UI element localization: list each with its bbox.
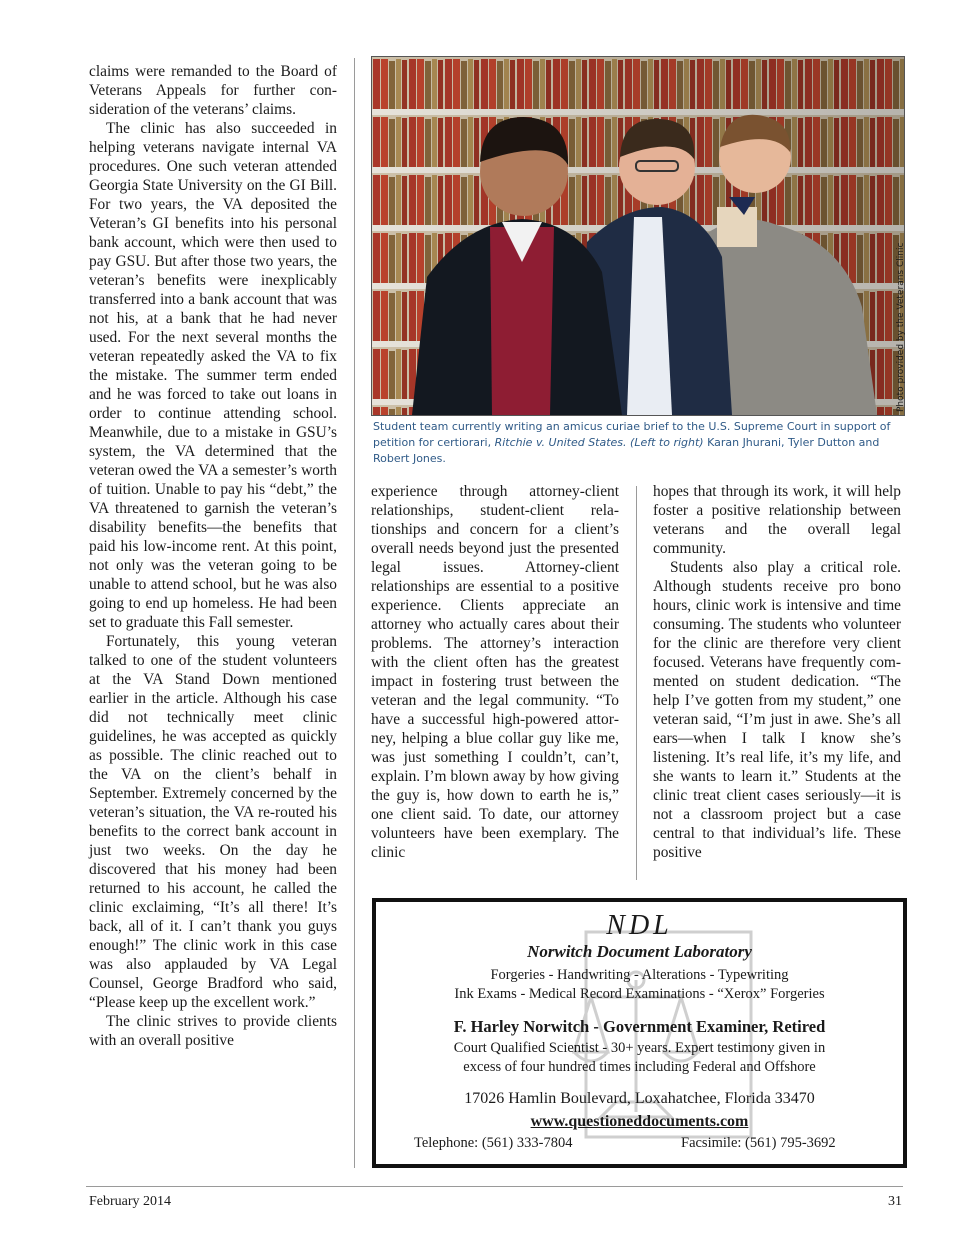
footer-divider [86,1186,903,1187]
photo-caption [373,419,903,467]
ad-services-line: Ink Exams - Medical Record Examinations - “Xerox” Forgeries [454,986,825,1002]
page-number: 31 [888,1194,902,1209]
team-photo [371,56,905,416]
article-paragraph: claims were remanded to the Board of Veterans Appeals for further consideration of the veterans’ claims. [89,63,337,118]
article-column-3 [653,482,901,862]
ad-facsimile: Facsimile: (561) 795-3692 [681,1135,836,1151]
column-divider [636,486,637,880]
article-paragraph: The clinic has also succeeded in helping veterans navigate internal VA procedures. One such veteran attended Georgia State University on the GI Bill. For two years, the VA deposited the Veteran’s GI benefits into his personal bank account, which were then used to pay GSU. But after those two years, the veteran’s benefits were inexplicably transferred into a bank account that was not his, at a bank that he had never used. For the next several months the veteran repeatedly asked the VA to fix the mistake. The summer term ended and he was forced to take out loans in order to continue attending school. Meanwhile, due to a mistake in GSU’s system, the VA determined that the veteran owed the VA a semester’s worth of tuition. Unable to pay his “debt,” the VA threatened to garnish the veteran’s disability benefits—the benefits that paid his low-income rent. At this point, not only was the veteran going to be unable to attend school, but he was also going to end up homeless. He had been set to graduate this Fall semester. [89,120,337,631]
article-paragraph: experience through attorney-client relationships, student-client relationships and concern for a client’s overall needs beyond just the presented legal issues. Attorney-client relationships are essential to a positive experience. Clients appreciate an attorney who actually cares about their problems. The attorney’s interaction with the client often has the greatest impact in fostering trust between the veteran and the legal community. “To have a successful high-powered attorney, helping a blue collar guy like me, was just something I couldn’t, can’t, explain. I’m blown away by how giving the guy is, how down to earth he is,” one client said. To date, our attorney volunteers have been exemplary. The clinic [371,483,619,861]
ad-company-name: Norwitch Document Laboratory [527,942,752,961]
caption-text: Student team currently writing an amicus curiae brief to the U.S. Supreme Court in support of petition for certiorari, [373,420,891,449]
caption-case-name: Ritchie v. United States. (Left to right) [494,436,704,449]
ad-credentials-line: excess of four hundred times including Federal and Offshore [463,1059,816,1075]
issue-date: February 2014 [89,1194,172,1209]
ad-website-link[interactable]: www.questioneddocuments.com [530,1113,749,1130]
article-column-1 [89,62,337,1050]
article-paragraph: Students also play a critical role. Although students receive pro bono hours, clinic work is intensive and time consuming. The students who volunteer for the clinic are therefore very client focused. Veterans have frequently commented on student dedication. “The help I’ve gotten from my student,” one veteran said, “I’m just in awe. She’s all ears—when I talk I know she’s listening. It’s real life, it’s my life, and she wants to learn it.” Students at the clinic treat client cases seriously—it is not a classroom project but a case central to that individual’s life. These positive [653,559,901,861]
caption-names: Karan Jhurani, Tyler Dutton and Robert Jones. [373,436,880,465]
advertisement [372,898,907,1168]
ad-examiner: F. Harley Norwitch - Government Examiner, Retired [453,1017,826,1036]
ad-monogram: NDL [606,910,673,941]
column-divider [354,58,355,1168]
ad-services-line: Forgeries - Handwriting - Alterations - Typewriting [490,967,789,983]
article-column-2 [371,482,619,862]
ad-credentials-line: Court Qualified Scientist - 30+ years. Expert testimony given in [453,1040,826,1056]
ad-address: 17026 Hamlin Boulevard, Loxahatchee, Florida 33470 [464,1090,815,1107]
photo-credit: Photo provided by the Veterans Clinic [896,242,906,412]
article-paragraph: hopes that through its work, it will help foster a positive relationship between veterans and the overall legal community. [653,483,901,557]
article-paragraph: The clinic strives to provide clients with an overall positive [89,1013,337,1049]
article-paragraph: Fortunately, this young veteran talked to one of the student volunteers at the VA Stand Down mentioned earlier in the article. Although his case did not technically meet clinic guidelines, he was accepted as quickly as possible. The clinic reached out to the VA on the client’s behalf in September. Extremely concerned by the veteran’s situation, the VA re-routed his benefits to the correct bank account in just two weeks. On the day he discovered that his money had been returned to his account, he called the clinic exclaiming, “It’s all there! It’s back, all of it. I can’t thank you guys enough!” The clinic work in this case was also applauded by VA Legal Counsel, George Bradford who said, “Please keep up the excellent work.” [89,633,337,1011]
ad-telephone: Telephone: (561) 333-7804 [414,1135,573,1151]
